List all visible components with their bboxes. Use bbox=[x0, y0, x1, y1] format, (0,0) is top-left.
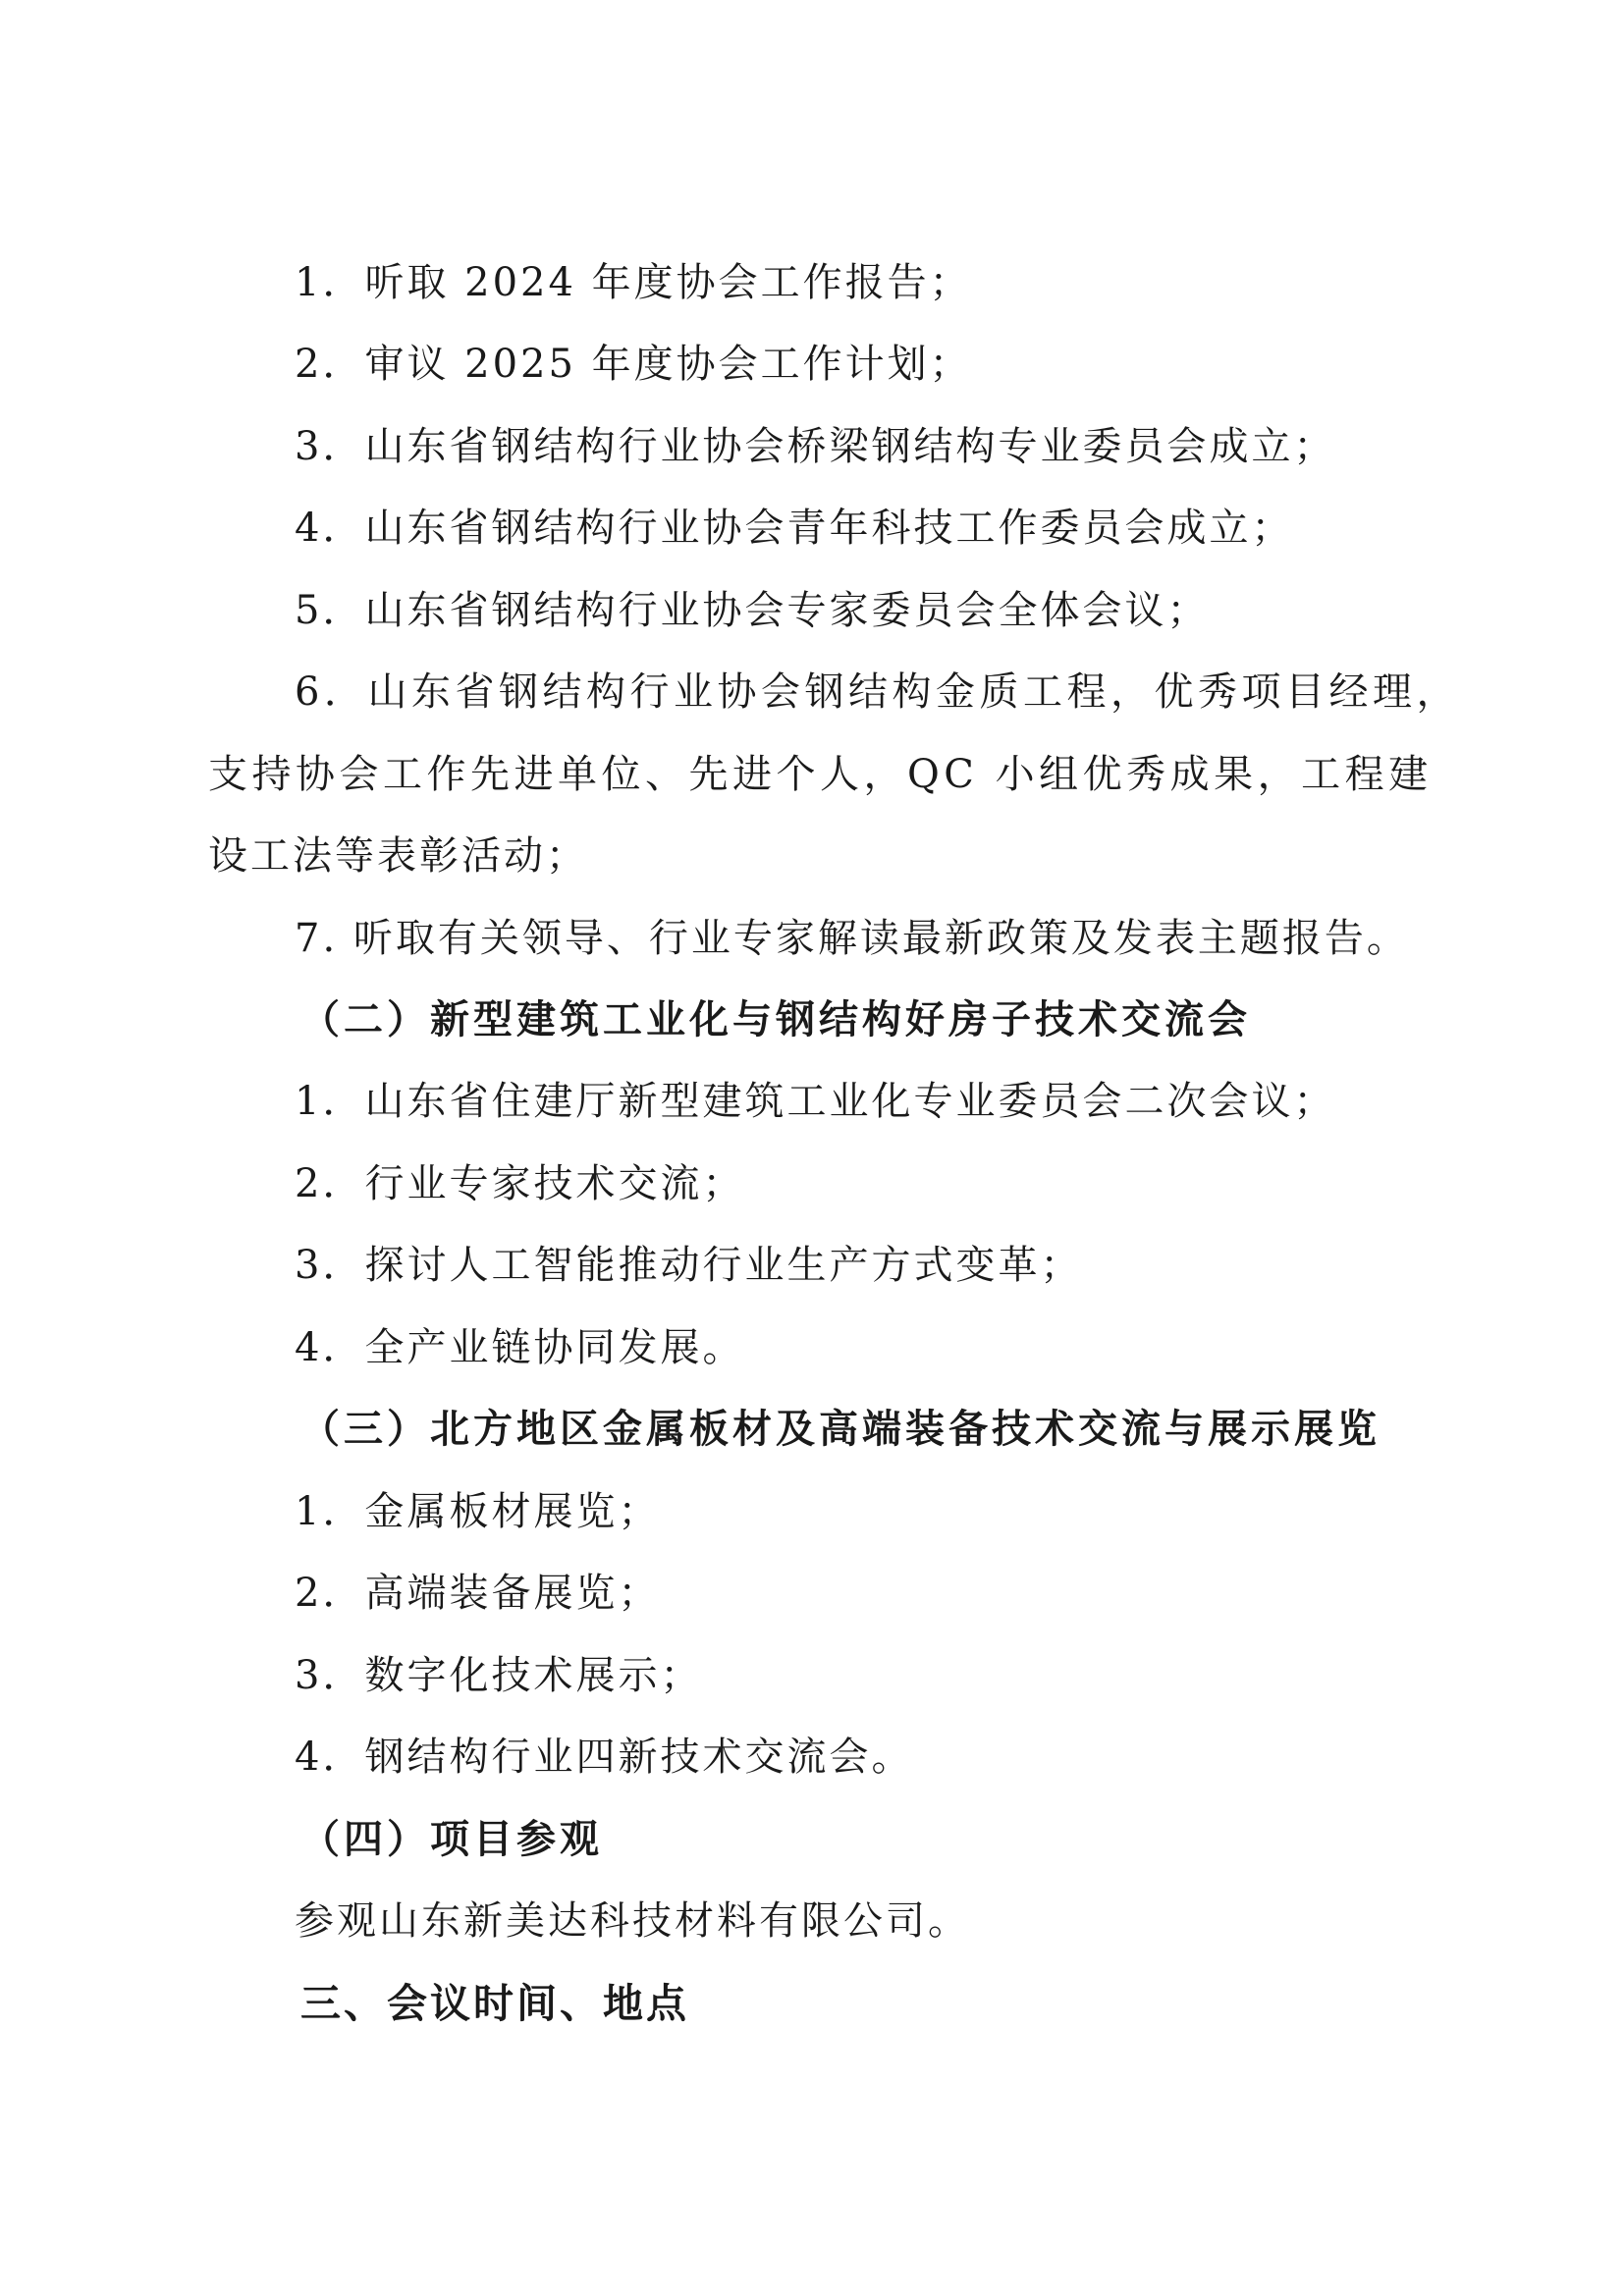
list-item: 6．山东省钢结构行业协会钢结构金质工程，优秀项目经理， bbox=[295, 669, 1460, 715]
subsection-title: （三）北方地区金属板材及高端装备技术交流与展示展览 bbox=[300, 1407, 1380, 1452]
list-item: 4．山东省钢结构行业协会青年科技工作委员会成立； bbox=[295, 506, 1294, 551]
list-item: 7. 听取有关领导、行业专家解读最新政策及发表主题报告。 bbox=[295, 916, 1409, 961]
list-item: 4．钢结构行业四新技术交流会。 bbox=[295, 1735, 914, 1780]
list-item: 3．山东省钢结构行业协会桥梁钢结构专业委员会成立； bbox=[295, 424, 1336, 469]
list-item: 2．高端装备展览； bbox=[295, 1571, 661, 1616]
paragraph: 参观山东新美达科技材料有限公司。 bbox=[295, 1898, 970, 1944]
list-item-continuation: 支持协会工作先进单位、先进个人，QC 小组优秀成果，工程建 bbox=[208, 752, 1433, 797]
list-item: 3．数字化技术展示； bbox=[295, 1653, 703, 1698]
list-item: 2．行业专家技术交流； bbox=[295, 1161, 745, 1206]
subsection-title: （四）项目参观 bbox=[300, 1817, 603, 1862]
subsection-title: （二）新型建筑工业化与钢结构好房子技术交流会 bbox=[300, 997, 1251, 1042]
section-heading: 三、会议时间、地点 bbox=[300, 1980, 689, 2027]
list-item: 2．审议 2025 年度协会工作计划； bbox=[295, 342, 972, 387]
list-item: 1．山东省住建厅新型建筑工业化专业委员会二次会议； bbox=[295, 1079, 1336, 1124]
list-item: 1．金属板材展览； bbox=[295, 1489, 661, 1534]
list-item: 3．探讨人工智能推动行业生产方式变革； bbox=[295, 1243, 1083, 1288]
list-item: 1．听取 2024 年度协会工作报告； bbox=[295, 260, 972, 305]
list-item-continuation: 设工法等表彰活动； bbox=[208, 833, 588, 879]
list-item: 4．全产业链协同发展。 bbox=[295, 1325, 745, 1370]
list-item: 5．山东省钢结构行业协会专家委员会全体会议； bbox=[295, 588, 1210, 633]
